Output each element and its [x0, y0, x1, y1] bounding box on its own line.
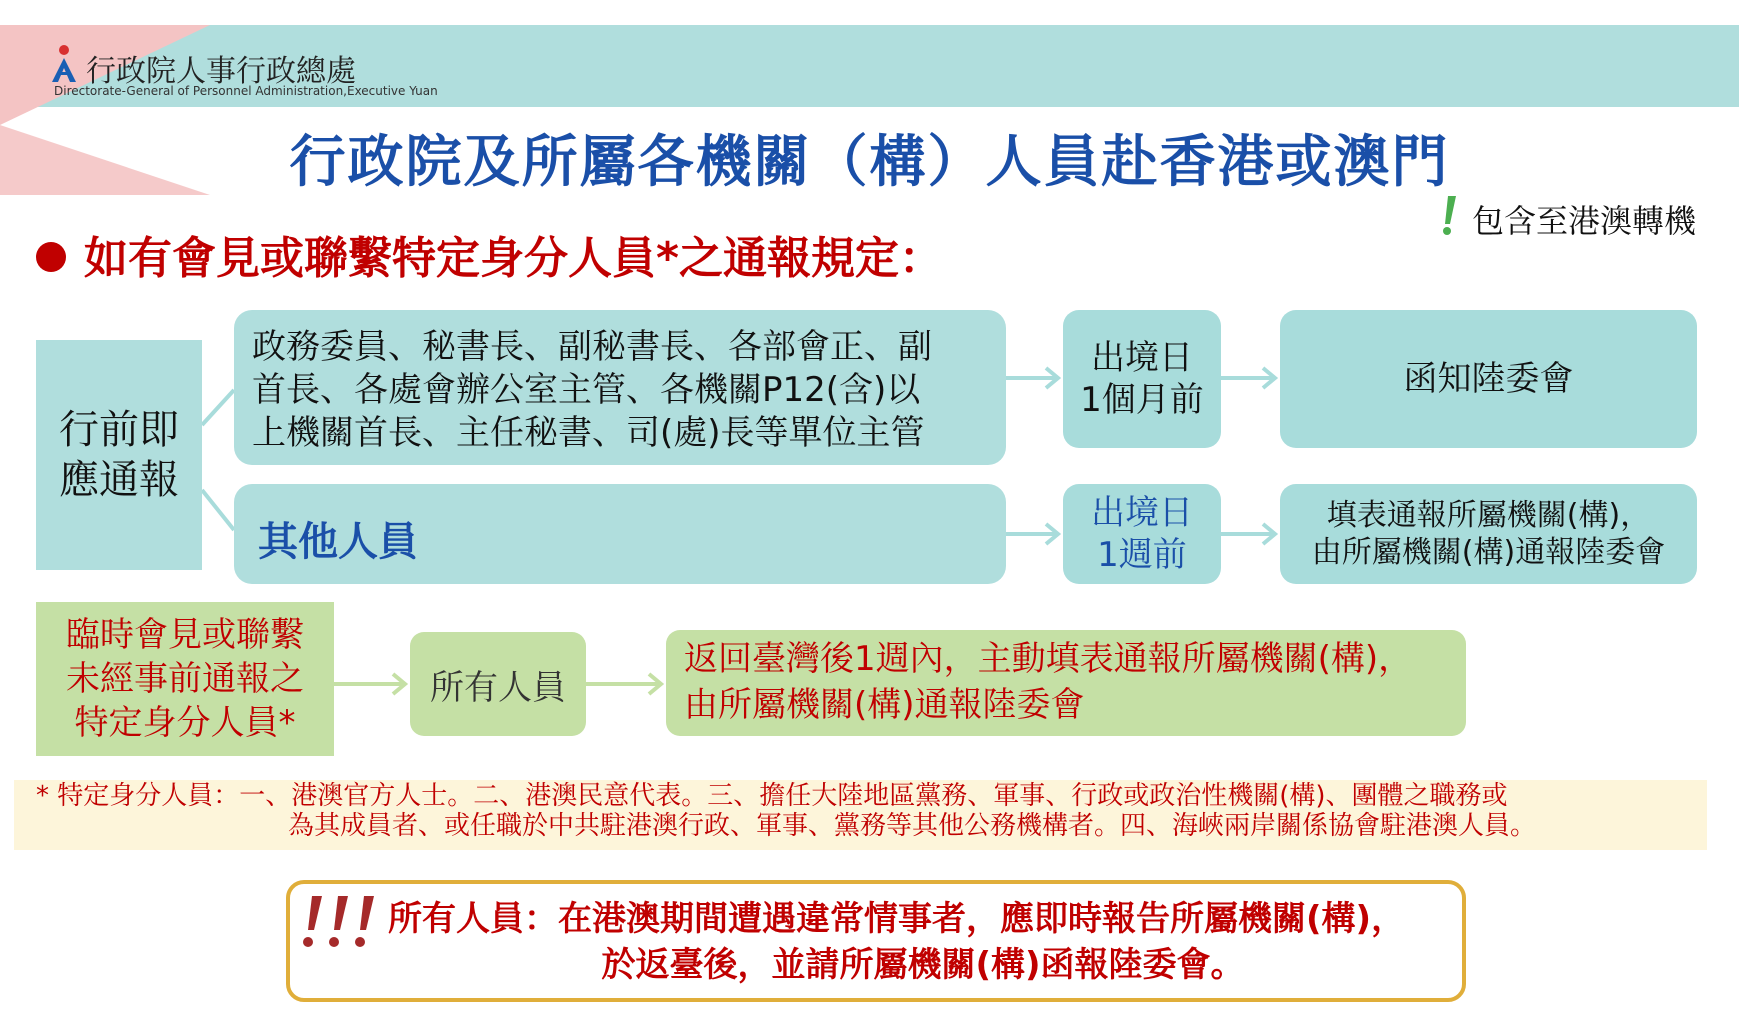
- org-name-zh: 行政院人事行政總處: [86, 54, 356, 89]
- warning-line: 於返臺後，並請所屬機關(構)函報陸委會。: [601, 944, 1245, 985]
- arrow-right-icon: [1006, 368, 1058, 388]
- arrow-right-icon: [1221, 368, 1275, 388]
- timing-line: 1個月前: [1080, 380, 1204, 420]
- action-line: 填表通報所屬機關(構)，: [1326, 497, 1651, 533]
- warning-line: 所有人員：在港澳期間遭遇違常情事者，應即時報告所屬機關(構)，: [388, 899, 1406, 939]
- transfer-note: 包含至港澳轉機: [1472, 202, 1697, 240]
- action-line: 由所屬機關(構)通報陸委會: [1311, 535, 1666, 570]
- page-title: 行政院及所屬各機關（構）人員赴香港或澳門: [289, 130, 1450, 195]
- post-return-report-box: [666, 630, 1466, 736]
- temporary-category: [36, 602, 334, 756]
- arrow-right-icon: [1221, 524, 1275, 544]
- timing-line: 出境日: [1090, 337, 1193, 378]
- temporary-line: 臨時會見或聯繫: [66, 614, 304, 655]
- roles-line: 政務委員、秘書長、副秘書長、各部會正、副: [252, 327, 932, 367]
- report-line: 由所屬機關(構)通報陸委會: [684, 685, 1085, 725]
- action-line: 函知陸委會: [1403, 358, 1574, 399]
- org-name-en: Directorate-General of Personnel Administration,Executive Yuan: [54, 84, 438, 98]
- action-notify-mac: [1280, 310, 1697, 448]
- category-line: 行前即: [59, 407, 179, 453]
- roles-line: 首長、各處會辦公室主管、各機關P12(含)以: [252, 370, 921, 411]
- timing-line: 1週前: [1097, 535, 1187, 575]
- action-form-report: [1280, 484, 1697, 584]
- all-staff-label: 所有人員: [430, 667, 566, 708]
- section-heading-text: 如有會見或聯繫特定身分人員*之通報規定：: [84, 233, 944, 284]
- timing-one-month: [1063, 310, 1221, 448]
- timing-one-week: [1063, 484, 1221, 584]
- pre-departure-category: [36, 340, 202, 570]
- arrow-right-icon: [334, 674, 405, 694]
- all-staff-box: [410, 632, 586, 736]
- category-line: 應通報: [59, 457, 179, 503]
- temporary-line: 特定身分人員*: [74, 703, 296, 744]
- report-line: 返回臺灣後1週內，主動填表通報所屬機關(構)，: [684, 639, 1413, 680]
- arrow-right-icon: [586, 674, 661, 694]
- timing-line: 出境日: [1091, 492, 1193, 533]
- other-staff-label: 其他人員: [258, 519, 418, 565]
- arrow-right-icon: [1006, 524, 1058, 544]
- warning-text: [388, 897, 1458, 989]
- footnote-line: 為其成員者、或任職於中共駐港澳行政、軍事、黨務等其他公務機構者。四、海峽兩岸關係協會駐港澳人員。: [288, 810, 1537, 841]
- footnote: [36, 782, 1686, 842]
- senior-roles-box: [234, 310, 1006, 465]
- temporary-line: 未經事前通報之: [66, 658, 304, 699]
- roles-line: 上機關首長、主任秘書、司(處)長等單位主管: [252, 413, 925, 454]
- other-staff-box: [234, 484, 1006, 584]
- footnote-line: * 特定身分人員：一、港澳官方人士。二、港澳民意代表。三、擔任大陸地區黨務、軍事、行政或政治性機關(構)、團體之職務或: [36, 781, 1508, 811]
- red-triple-exclamation-icon: [300, 894, 388, 950]
